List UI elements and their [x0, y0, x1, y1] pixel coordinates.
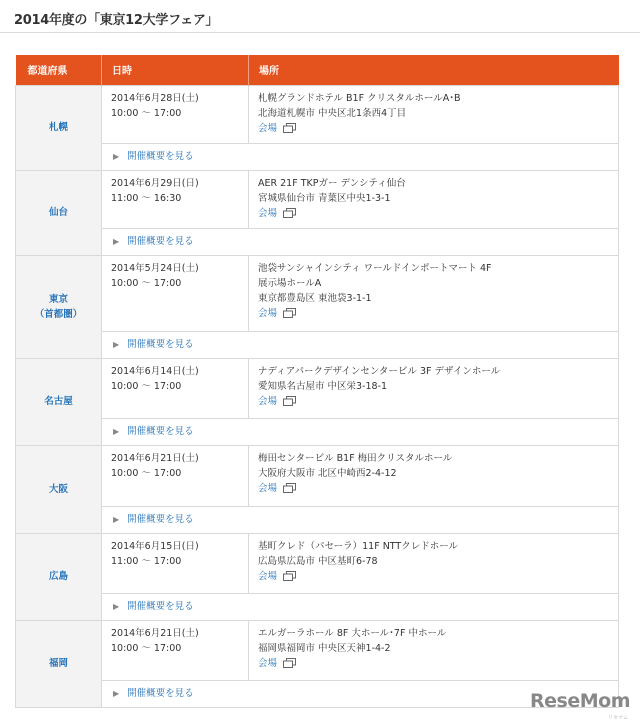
show-details-link[interactable]: [113, 234, 194, 249]
venue-link-label: 会場: [258, 122, 278, 134]
table-row: [16, 445, 619, 506]
external-window-icon: [283, 396, 296, 406]
event-time: 10:00 ～ 17:00: [111, 642, 182, 654]
table-row-more: [16, 228, 619, 255]
table-row: [16, 85, 619, 143]
date-cell: [102, 255, 249, 331]
place-line: 広島県広島市 中区基町6-78: [258, 555, 378, 567]
more-cell: [102, 506, 619, 533]
show-details-label: 開催概要を見る: [127, 688, 194, 699]
logo-text: ReseMom: [530, 690, 630, 712]
show-details-link[interactable]: [113, 599, 194, 614]
venue-link[interactable]: [258, 206, 296, 221]
table-row-more: [16, 143, 619, 170]
pref-name: 広島: [48, 571, 68, 582]
more-cell: [102, 331, 619, 358]
more-cell: [102, 418, 619, 445]
event-date: 2014年6月21日(土): [111, 627, 199, 639]
venue-link[interactable]: [258, 394, 296, 409]
table-row-more: [16, 331, 619, 358]
pref-cell: [16, 85, 102, 170]
venue-link-label: 会場: [258, 307, 278, 319]
arrow-right-icon: ▶: [113, 340, 120, 349]
external-window-icon: [283, 658, 296, 668]
table-row-more: [16, 418, 619, 445]
external-window-icon: [283, 123, 296, 133]
place-line: 東京都豊島区 東池袋3-1-1: [258, 292, 372, 304]
place-line: 福岡県福岡市 中央区天神1-4-2: [258, 642, 391, 654]
arrow-right-icon: ▶: [113, 152, 120, 161]
show-details-link[interactable]: [113, 512, 194, 527]
venue-link-label: 会場: [258, 207, 278, 219]
arrow-right-icon: ▶: [113, 237, 120, 246]
more-cell: [102, 593, 619, 620]
venue-link-label: 会場: [258, 482, 278, 494]
logo-subtext: リセマム: [608, 715, 628, 721]
event-time: 10:00 ～ 17:00: [111, 467, 182, 479]
external-window-icon: [283, 483, 296, 493]
place-cell: [249, 85, 619, 143]
place-line: 池袋サンシャインシティ ワールドインポートマート 4F: [258, 262, 492, 274]
pref-cell: [16, 170, 102, 255]
table-row-more: [16, 593, 619, 620]
pref-cell: [16, 445, 102, 533]
external-window-icon: [283, 308, 296, 318]
arrow-right-icon: ▶: [113, 515, 120, 524]
arrow-right-icon: ▶: [113, 602, 120, 611]
arrow-right-icon: ▶: [113, 427, 120, 436]
pref-cell: [16, 533, 102, 620]
place-cell: [249, 358, 619, 418]
header-date: 日時: [102, 55, 249, 85]
place-line: 北海道札幌市 中央区北1条西4丁目: [258, 107, 407, 119]
event-time: 10:00 ～ 17:00: [111, 380, 182, 392]
venue-link-label: 会場: [258, 570, 278, 582]
pref-cell: [16, 255, 102, 358]
pref-name: 東京: [48, 293, 68, 305]
show-details-link[interactable]: [113, 149, 194, 164]
pref-cell: [16, 358, 102, 445]
venue-link[interactable]: [258, 306, 296, 321]
show-details-label: 開催概要を見る: [127, 151, 194, 162]
event-time: 11:00 ～ 16:30: [111, 192, 182, 204]
pref-name: 札幌: [48, 122, 68, 133]
resemom-logo: [522, 690, 630, 720]
venue-link[interactable]: [258, 569, 296, 584]
show-details-link[interactable]: [113, 686, 194, 701]
table-row: [16, 358, 619, 418]
show-details-link[interactable]: [113, 337, 194, 352]
external-window-icon: [283, 208, 296, 218]
pref-name: 大阪: [48, 483, 68, 495]
header-pref: 都道府県: [16, 55, 102, 85]
place-cell: [249, 620, 619, 680]
table-header-row: [16, 55, 619, 85]
date-cell: [102, 533, 249, 593]
show-details-label: 開催概要を見る: [127, 601, 194, 612]
external-window-icon: [283, 571, 296, 581]
pref-name: 仙台: [48, 207, 68, 218]
place-line: 基町クレド（パセーラ）11F NTTクレドホール: [258, 540, 459, 552]
venue-link[interactable]: [258, 121, 296, 136]
date-cell: [102, 358, 249, 418]
pref-name: 福岡: [48, 658, 68, 669]
event-date: 2014年5月24日(土): [111, 262, 199, 274]
place-cell: [249, 445, 619, 506]
show-details-link[interactable]: [113, 424, 194, 439]
table-row-more: [16, 506, 619, 533]
event-date: 2014年6月28日(土): [111, 92, 199, 104]
fair-schedule-table: [15, 55, 619, 708]
place-line: AER 21F TKPガー デンシティ仙台: [258, 177, 406, 189]
place-line: 展示場ホールA: [258, 277, 322, 289]
event-date: 2014年6月14日(土): [111, 365, 199, 377]
place-cell: [249, 255, 619, 331]
page-title: 2014年度の「東京12大学フェア」: [14, 13, 219, 28]
pref-name: 名古屋: [44, 396, 73, 407]
table-row: [16, 533, 619, 593]
show-details-label: 開催概要を見る: [127, 514, 194, 525]
place-line: 愛知県名古屋市 中区栄3-18-1: [258, 380, 388, 392]
title-divider: [0, 32, 640, 33]
event-date: 2014年6月21日(土): [111, 452, 199, 464]
date-cell: [102, 445, 249, 506]
more-cell: [102, 143, 619, 170]
date-cell: [102, 85, 249, 143]
header-place: 場所: [249, 55, 619, 85]
more-cell: [102, 228, 619, 255]
place-cell: [249, 533, 619, 593]
place-line: エルガーラホール 8F 大ホール･7F 中ホール: [258, 627, 447, 639]
show-details-label: 開催概要を見る: [127, 426, 194, 437]
place-line: 宮城県仙台市 青葉区中央1-3-1: [258, 192, 391, 204]
arrow-right-icon: ▶: [113, 689, 120, 698]
date-cell: [102, 620, 249, 680]
event-date: 2014年6月15日(日): [111, 540, 199, 552]
event-time: 11:00 ～ 17:00: [111, 555, 182, 567]
event-time: 10:00 ～ 17:00: [111, 107, 182, 119]
table-row: [16, 170, 619, 228]
date-cell: [102, 170, 249, 228]
event-time: 10:00 ～ 17:00: [111, 277, 182, 289]
venue-link-label: 会場: [258, 395, 278, 407]
show-details-label: 開催概要を見る: [127, 339, 194, 350]
place-line: 大阪府大阪市 北区中崎西2-4-12: [258, 467, 397, 479]
pref-cell: [16, 620, 102, 707]
venue-link-label: 会場: [258, 657, 278, 669]
pref-name: （首都圏）: [34, 308, 83, 320]
place-line: 梅田センタービル B1F 梅田クリスタルホール: [258, 452, 453, 464]
table-row: [16, 620, 619, 680]
event-date: 2014年6月29日(日): [111, 177, 199, 189]
show-details-label: 開催概要を見る: [127, 236, 194, 247]
table-row: [16, 255, 619, 331]
place-line: ナディアパークデザインセンタービル 3F デザインホール: [258, 365, 501, 377]
place-cell: [249, 170, 619, 228]
venue-link[interactable]: [258, 656, 296, 671]
venue-link[interactable]: [258, 481, 296, 496]
place-line: 札幌グランドホテル B1F クリスタルホールA･B: [258, 92, 461, 104]
